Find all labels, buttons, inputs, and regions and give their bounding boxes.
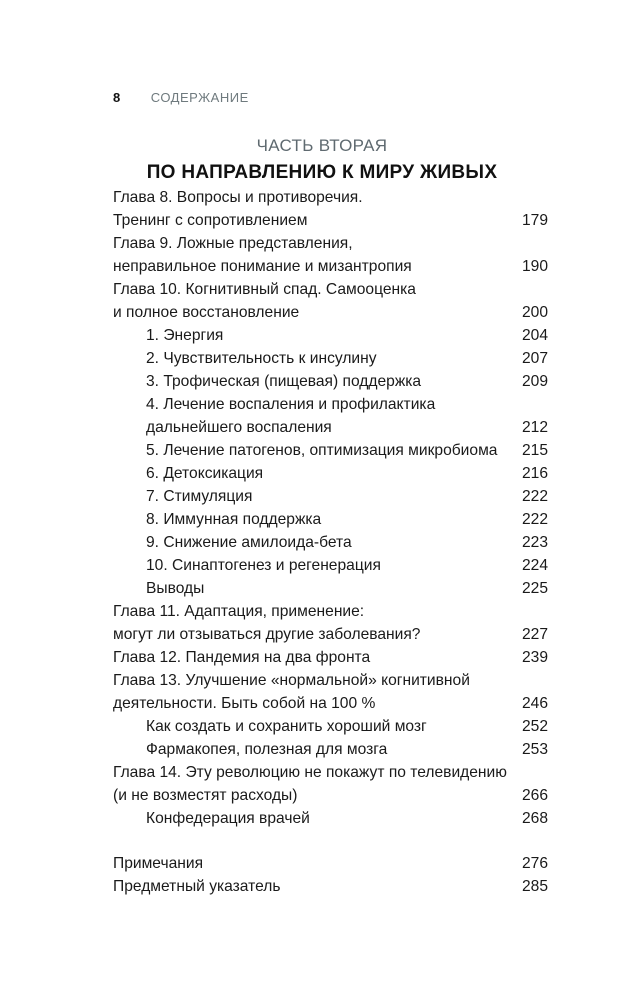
toc-entry xyxy=(113,439,548,462)
toc-entry xyxy=(113,807,548,830)
toc-entry-title: (и не возместят расходы) xyxy=(113,787,298,804)
toc-entry xyxy=(113,577,548,600)
toc-entry-title: Выводы xyxy=(146,580,205,597)
toc-entry xyxy=(113,531,548,554)
toc-entry-title: 6. Детоксикация xyxy=(146,465,264,482)
toc-entry-title: Глава 13. Улучшение «нормальной» когнитивной xyxy=(113,672,470,689)
toc-entry-page: 222 xyxy=(521,511,548,528)
toc-entry-page: 227 xyxy=(521,626,548,643)
toc-entry-title: Примечания xyxy=(113,855,204,872)
toc-entry xyxy=(113,255,548,278)
toc-entry xyxy=(113,508,548,531)
toc-entry-page: 246 xyxy=(521,695,548,712)
part-label: ЧАСТЬ ВТОРАЯ xyxy=(256,136,388,155)
toc-entry-title: Как создать и сохранить хороший мозг xyxy=(146,718,427,735)
toc-entry xyxy=(113,646,548,669)
toc-entry xyxy=(113,600,548,623)
toc-entry-title: 7. Стимуляция xyxy=(146,488,253,505)
toc-entry-title: Глава 10. Когнитивный спад. Самооценка xyxy=(113,281,416,298)
toc-entry-page: 212 xyxy=(521,419,548,436)
toc-entry xyxy=(113,393,548,416)
toc-entry-title: могут ли отзываться другие заболевания? xyxy=(113,626,421,643)
toc-entry xyxy=(113,852,548,875)
toc-entry xyxy=(113,416,548,439)
toc-entry xyxy=(113,669,548,692)
toc-entry-title: 1. Энергия xyxy=(146,327,224,344)
toc-entry-title: Глава 11. Адаптация, применение: xyxy=(113,603,365,620)
toc-entry xyxy=(113,301,548,324)
toc-entry-page: 225 xyxy=(521,580,548,597)
toc-entry-title: Предметный указатель xyxy=(113,878,281,895)
toc-entry xyxy=(113,462,548,485)
toc-entry-page: 207 xyxy=(521,350,548,367)
toc-entry xyxy=(113,761,548,784)
toc-entry-title: Глава 12. Пандемия на два фронта xyxy=(113,649,371,666)
toc-entry-page: 266 xyxy=(521,787,548,804)
toc-entry-title: Тренинг с сопротивлением xyxy=(113,212,308,229)
toc-entry-title: 4. Лечение воспаления и профилактика xyxy=(146,396,436,413)
toc-entry-page: 190 xyxy=(521,258,548,275)
toc-entry xyxy=(113,324,548,347)
table-of-contents xyxy=(113,186,548,898)
toc-entry xyxy=(113,347,548,370)
toc-entry-title: Глава 9. Ложные представления, xyxy=(113,235,353,252)
toc-entry xyxy=(113,554,548,577)
toc-entry-page: 268 xyxy=(521,810,548,827)
toc-entry-title: деятельности. Быть собой на 100 % xyxy=(113,695,376,712)
toc-entry-title: 9. Снижение амилоида-бета xyxy=(146,534,352,551)
toc-entry-title: неправильное понимание и мизантропия xyxy=(113,258,412,275)
toc-entry-title: Глава 8. Вопросы и противоречия. xyxy=(113,189,363,206)
toc-entry-title: Глава 14. Эту революцию не покажут по телевидению xyxy=(113,764,507,781)
toc-entry xyxy=(113,875,548,898)
toc-entry xyxy=(113,692,548,715)
page-number: 8 xyxy=(113,90,121,105)
toc-entry-title: 5. Лечение патогенов, оптимизация микробиома xyxy=(146,442,498,459)
toc-entry xyxy=(113,738,548,761)
toc-entry-title: Фармакопея, полезная для мозга xyxy=(146,741,388,758)
toc-entry-page: 200 xyxy=(521,304,548,321)
toc-entry-page: 222 xyxy=(521,488,548,505)
toc-entry xyxy=(113,784,548,807)
toc-entry-title: 3. Трофическая (пищевая) поддержка xyxy=(146,373,422,390)
toc-entry xyxy=(113,485,548,508)
toc-entry-title: 8. Иммунная поддержка xyxy=(146,511,322,528)
toc-entry-page: 239 xyxy=(521,649,548,666)
toc-entry-page: 215 xyxy=(521,442,548,459)
toc-entry-page: 224 xyxy=(521,557,548,574)
toc-entry-title: и полное восстановление xyxy=(113,304,300,321)
toc-entry-page: 252 xyxy=(521,718,548,735)
toc-entry-page: 216 xyxy=(521,465,548,482)
toc-entry xyxy=(113,623,548,646)
toc-entry xyxy=(113,278,548,301)
toc-entry-title: Конфедерация врачей xyxy=(146,810,310,827)
toc-entry xyxy=(113,209,548,232)
toc-entry-title: 2. Чувствительность к инсулину xyxy=(146,350,377,367)
toc-entry xyxy=(113,186,548,209)
running-section-title: СОДЕРЖАНИЕ xyxy=(150,90,249,105)
toc-spacer xyxy=(113,830,548,852)
part-title: ПО НАПРАВЛЕНИЮ К МИРУ ЖИВЫХ xyxy=(146,162,498,183)
toc-entry xyxy=(113,232,548,255)
toc-entry-page: 179 xyxy=(521,212,548,229)
toc-entry-page: 223 xyxy=(521,534,548,551)
toc-entry xyxy=(113,715,548,738)
toc-entry-title: 10. Синаптогенез и регенерация xyxy=(146,557,381,574)
toc-entry-page: 209 xyxy=(521,373,548,390)
toc-entry-page: 253 xyxy=(521,741,548,758)
toc-entry-page: 276 xyxy=(521,855,548,872)
toc-entry-page: 204 xyxy=(521,327,548,344)
toc-entry-title: дальнейшего воспаления xyxy=(146,419,332,436)
toc-entry-page: 285 xyxy=(521,878,548,895)
toc-entry xyxy=(113,370,548,393)
running-head xyxy=(113,90,249,110)
